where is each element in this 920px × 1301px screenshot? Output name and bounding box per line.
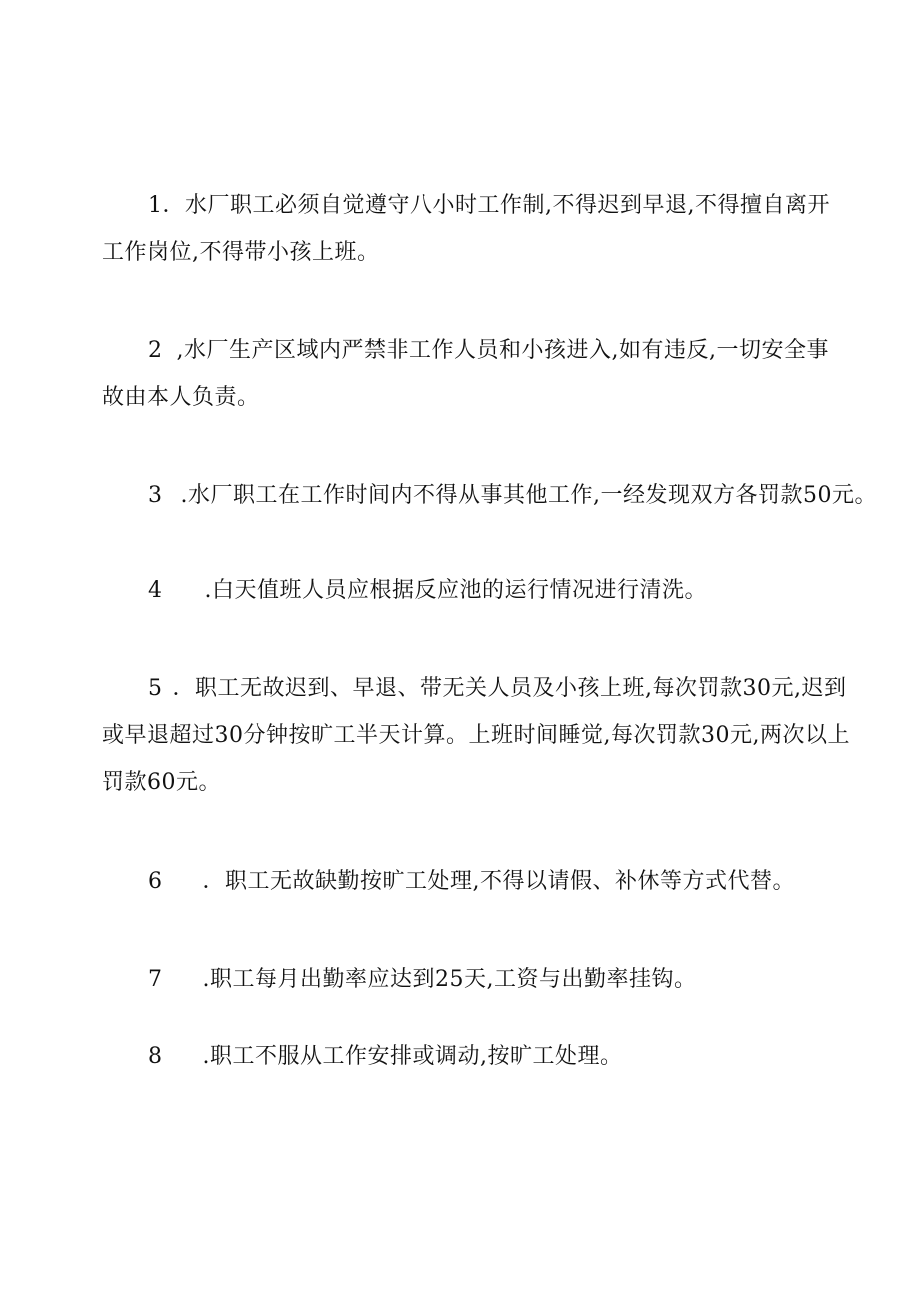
rule-number: 5 [148, 676, 163, 701]
rule-number: 6 [148, 869, 163, 894]
rule-text-line: ,水厂生产区域内严禁非工作人员和小孩进入,如有违反,一切安全事 [176, 338, 829, 363]
rule-number: 8 [148, 1044, 163, 1069]
rule-number: 7 [148, 967, 163, 992]
rule-2 [102, 327, 829, 421]
rule-text-line: ．水厂职工必须自觉遵守八小时工作制,不得迟到早退,不得擅自离开 [162, 193, 830, 218]
rule-number: 3 [148, 483, 163, 508]
rule-text-line: .水厂职工在工作时间内不得从事其他工作,一经发现双方各罚款50元。 [180, 483, 877, 508]
rule-text-line: ．职工无故缺勤按旷工处理,不得以请假、补休等方式代替。 [202, 869, 795, 894]
rule-4 [102, 567, 707, 614]
rule-3 [102, 472, 877, 519]
rule-5 [102, 665, 850, 806]
rule-1 [102, 182, 830, 276]
rule-text-line: .白天值班人员应根据反应池的运行情况进行清洗。 [204, 578, 707, 603]
rule-7 [102, 956, 696, 1003]
rule-text-line: 罚款60元。 [102, 770, 221, 795]
rule-text-line: 或早退超过30分钟按旷工半天计算。上班时间睡觉,每次罚款30元,两次以上 [102, 723, 850, 748]
rule-number: 4 [148, 578, 163, 603]
rule-6 [102, 858, 795, 905]
rule-text-line: 工作岗位,不得带小孩上班。 [102, 240, 380, 265]
rule-number: 2 [148, 338, 163, 363]
rule-text-line: ．职工无故迟到、早退、带无关人员及小孩上班,每次罚款30元,迟到 [172, 676, 847, 701]
rule-text-line: .职工不服从工作安排或调动,按旷工处理。 [202, 1044, 623, 1069]
rule-text-line: 故由本人负责。 [102, 385, 260, 410]
rule-8 [102, 1033, 623, 1080]
rule-number: 1 [148, 193, 163, 218]
rule-text-line: .职工每月出勤率应达到25天,工资与出勤率挂钩。 [202, 967, 697, 992]
